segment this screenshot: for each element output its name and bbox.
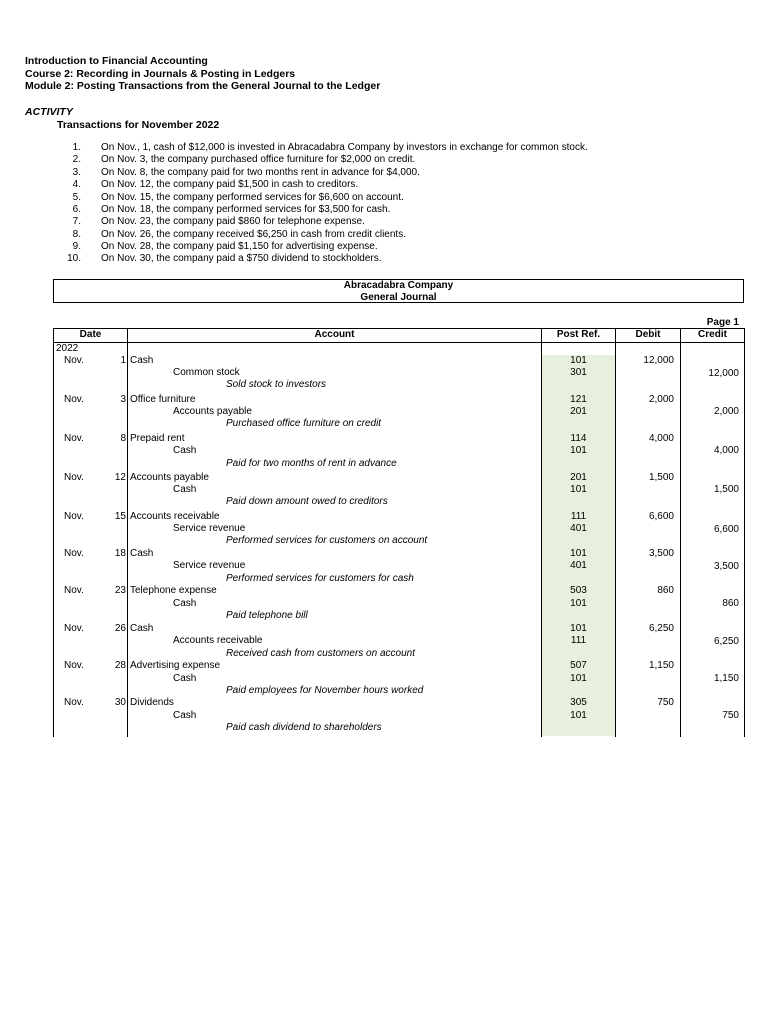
entry-day: 1 [120,355,126,366]
credit-account: Accounts payable [173,406,252,417]
debit-post-ref: 101 [570,548,587,559]
entry-month: Nov. [64,660,84,671]
credit-account: Cash [173,445,197,456]
table-right-border [744,328,745,737]
entry-memo: Performed services for customers on account [226,535,428,546]
column-header-credit: Credit [698,329,727,340]
column-header-debit: Debit [635,329,661,340]
credit-post-ref: 301 [570,367,587,378]
credit-amount: 1,500 [713,484,739,495]
entry-month: Nov. [64,623,84,634]
entry-day: 3 [120,394,126,405]
credit-account: Cash [173,484,197,495]
credit-account: Cash [173,710,197,721]
transaction-text: On Nov. 23, the company paid $860 for telephone expense. [101,216,365,227]
debit-account: Accounts receivable [130,511,220,522]
column-header-account: Account [314,329,355,340]
debit-post-ref: 305 [570,697,587,708]
postref-column-divider [615,328,616,737]
debit-account: Telephone expense [130,585,217,596]
credit-amount: 6,250 [713,636,739,647]
debit-amount: 2,000 [648,394,674,405]
credit-post-ref: 101 [570,484,587,495]
transaction-text: On Nov. 15, the company performed services for $6,600 on account. [101,192,404,203]
debit-post-ref: 201 [570,472,587,483]
credit-post-ref: 101 [570,445,587,456]
entry-day: 23 [114,585,126,596]
debit-post-ref: 507 [570,660,587,671]
column-header-post-ref: Post Ref. [556,329,601,340]
date-column-divider [127,328,128,737]
transaction-text: On Nov. 3, the company purchased office furniture for $2,000 on credit. [101,154,416,165]
debit-amount: 6,250 [648,623,674,634]
transaction-text: On Nov. 12, the company paid $1,500 in cash to creditors. [101,179,359,190]
credit-amount: 4,000 [713,445,739,456]
credit-amount: 6,600 [713,524,739,535]
debit-account: Prepaid rent [130,433,185,444]
debit-amount: 6,600 [648,511,674,522]
transaction-number: 4. [72,179,81,190]
transaction-number: 5. [72,192,81,203]
debit-account: Dividends [130,697,174,708]
credit-amount: 2,000 [713,406,739,417]
debit-amount: 750 [657,697,674,708]
entry-month: Nov. [64,433,84,444]
transaction-number: 10. [67,253,81,264]
transaction-number: 9. [72,241,81,252]
debit-post-ref: 121 [570,394,587,405]
credit-post-ref: 101 [570,673,587,684]
debit-amount: 1,500 [648,472,674,483]
entry-memo: Sold stock to investors [226,379,327,390]
credit-post-ref: 111 [570,635,587,646]
debit-amount: 1,150 [648,660,674,671]
entry-memo: Paid cash dividend to shareholders [226,722,382,733]
credit-amount: 860 [722,598,739,609]
debit-account: Cash [130,355,154,366]
entry-month: Nov. [64,697,84,708]
debit-amount: 860 [657,585,674,596]
credit-account: Service revenue [173,523,246,534]
transaction-text: On Nov. 18, the company performed services for $3,500 for cash. [101,204,391,215]
transaction-number: 2. [72,154,81,165]
credit-post-ref: 401 [570,560,587,571]
credit-amount: 12,000 [708,368,739,379]
transaction-number: 3. [72,167,81,178]
entry-month: Nov. [64,355,84,366]
debit-amount: 12,000 [643,355,674,366]
debit-amount: 4,000 [648,433,674,444]
entry-memo: Performed services for customers for cash [226,573,414,584]
entry-month: Nov. [64,548,84,559]
transaction-text: On Nov. 26, the company received $6,250 in cash from credit clients. [101,229,406,240]
entry-month: Nov. [64,394,84,405]
company-name: Abracadabra Company [343,280,454,291]
entry-memo: Paid down amount owed to creditors [226,496,388,507]
credit-account: Cash [173,598,197,609]
entry-memo: Paid employees for November hours worked [226,685,424,696]
entry-month: Nov. [64,511,84,522]
entry-memo: Paid telephone bill [226,610,308,621]
table-header-border [53,342,745,343]
transaction-number: 7. [72,216,81,227]
credit-amount: 1,150 [713,673,739,684]
credit-post-ref: 101 [570,710,587,721]
entry-memo: Paid for two months of rent in advance [226,458,397,469]
credit-account: Cash [173,673,197,684]
credit-amount: 3,500 [713,561,739,572]
doc-header-line-3: Module 2: Posting Transactions from the General Journal to the Ledger [25,80,381,92]
entry-month: Nov. [64,585,84,596]
credit-account: Common stock [173,367,240,378]
column-header-date: Date [79,329,102,340]
doc-header-line-1: Introduction to Financial Accounting [25,55,208,67]
debit-account: Cash [130,623,154,634]
entry-day: 28 [114,660,126,671]
activity-label: ACTIVITY [25,106,73,118]
journal-title: General Journal [360,292,437,303]
entry-day: 12 [114,472,126,483]
transaction-number: 1. [72,142,81,153]
transaction-text: On Nov. 8, the company paid for two months rent in advance for $4,000. [101,167,420,178]
credit-post-ref: 101 [570,598,587,609]
credit-account: Accounts receivable [173,635,263,646]
debit-post-ref: 101 [570,355,587,366]
transaction-text: On Nov. 30, the company paid a $750 dividend to stockholders. [101,253,382,264]
credit-post-ref: 401 [570,523,587,534]
entry-memo: Purchased office furniture on credit [226,418,382,429]
entry-month: Nov. [64,472,84,483]
transaction-text: On Nov. 28, the company paid $1,150 for advertising expense. [101,241,378,252]
journal-year: 2022 [56,343,79,354]
page-label: Page 1 [706,317,739,328]
doc-header-line-2: Course 2: Recording in Journals & Posting in Ledgers [25,68,296,80]
debit-account: Cash [130,548,154,559]
debit-post-ref: 111 [570,511,587,522]
transactions-title: Transactions for November 2022 [57,119,220,131]
credit-post-ref: 201 [570,406,587,417]
company-title-box [53,279,744,303]
credit-amount: 750 [722,710,739,721]
transaction-number: 6. [72,204,81,215]
debit-account: Office furniture [130,394,196,405]
debit-post-ref: 114 [570,433,587,444]
transaction-text: On Nov., 1, cash of $12,000 is invested in Abracadabra Company by investors in exchange for common stock. [101,142,588,153]
debit-account: Accounts payable [130,472,209,483]
debit-post-ref: 503 [570,585,587,596]
entry-memo: Received cash from customers on account [226,648,415,659]
entry-day: 15 [114,511,126,522]
transaction-number: 8. [72,229,81,240]
debit-post-ref: 101 [570,623,587,634]
debit-amount: 3,500 [648,548,674,559]
credit-account: Service revenue [173,560,246,571]
entry-day: 18 [114,548,126,559]
entry-day: 30 [114,697,126,708]
table-left-border [53,328,54,737]
entry-day: 26 [114,623,126,634]
debit-account: Advertising expense [130,660,221,671]
entry-day: 8 [120,433,126,444]
